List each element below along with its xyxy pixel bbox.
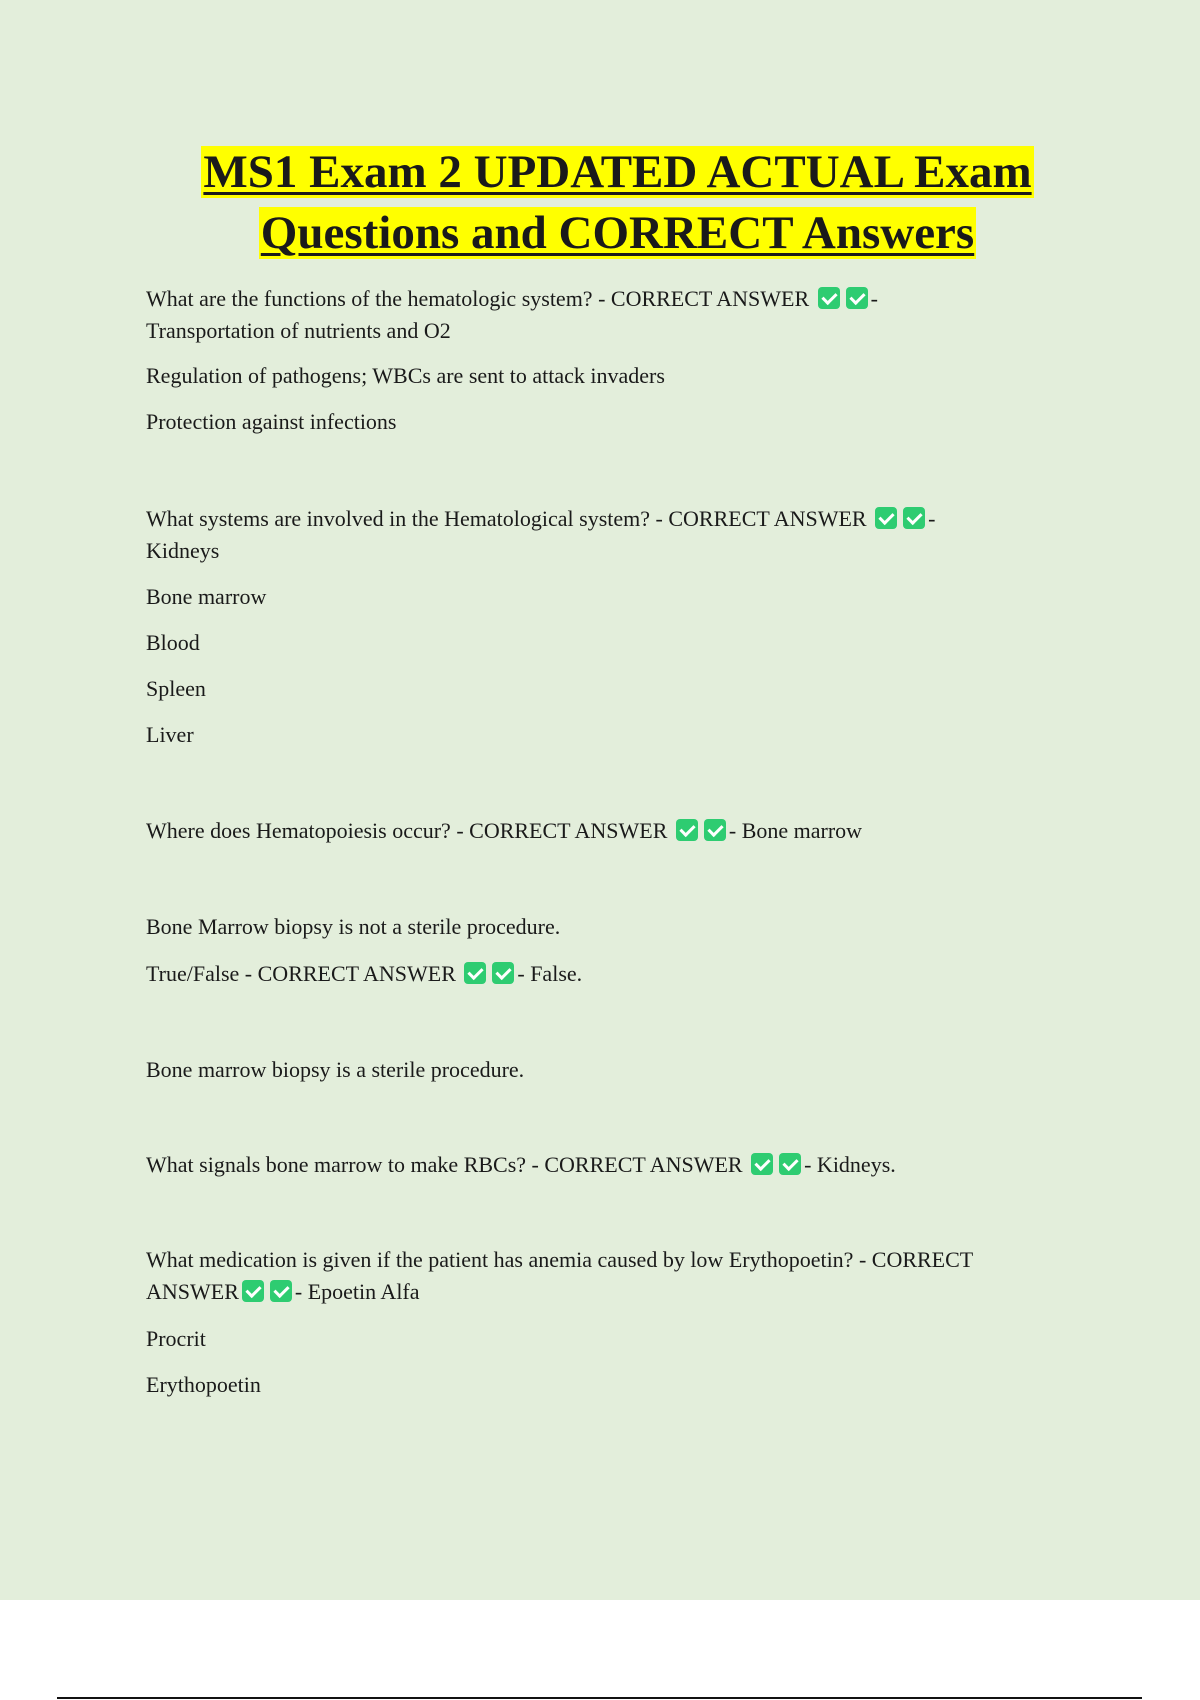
- q6-answer-1: Procrit: [146, 1326, 206, 1351]
- q2-answer-1: Kidneys: [146, 538, 220, 563]
- title-line-1: MS1 Exam 2 UPDATED ACTUAL Exam: [203, 146, 1032, 198]
- q6-answer-2: Erythopoetin: [146, 1372, 261, 1397]
- check-icon: [875, 507, 897, 529]
- q6-answer-lead: - Epoetin Alfa: [294, 1279, 420, 1304]
- qa-content: [146, 283, 1076, 1401]
- q2-answer-lead: -: [928, 506, 936, 531]
- q4-question-2: True/False - CORRECT ANSWER: [146, 961, 456, 986]
- q2-answer-2: Bone marrow: [146, 584, 267, 609]
- check-icon: [704, 819, 726, 841]
- title-line-2: Questions and CORRECT Answers: [260, 207, 975, 259]
- q1-answer-2: Regulation of pathogens; WBCs are sent to attack invaders: [146, 363, 665, 388]
- q1-answer-1: Transportation of nutrients and O2: [146, 318, 451, 343]
- q4-answer-lead: - False.: [517, 961, 583, 986]
- check-icon: [818, 287, 840, 309]
- q2-answer-5: Liver: [146, 722, 194, 747]
- q5-question: What signals bone marrow to make RBCs? - CORRECT ANSWER: [146, 1152, 743, 1177]
- check-icon: [242, 1280, 264, 1302]
- q6-question-line: [146, 1276, 1076, 1308]
- q2-question: What systems are involved in the Hematological system? - CORRECT ANSWER: [146, 506, 867, 531]
- q6-question-1: What medication is given if the patient has anemia caused by low Erythopoetin? - CORRECT: [146, 1247, 974, 1272]
- check-icon: [492, 962, 514, 984]
- q3-question: Where does Hematopoiesis occur? - CORRECT ANSWER: [146, 818, 668, 843]
- check-icon: [779, 1153, 801, 1175]
- q6-question-2: ANSWER: [146, 1279, 239, 1304]
- check-icon: [676, 819, 698, 841]
- check-icon: [903, 507, 925, 529]
- q2-question-line: [146, 503, 1076, 535]
- q2-answer-3: Blood: [146, 630, 200, 655]
- q1-answer-3: Protection against infections: [146, 409, 397, 434]
- check-icon: [846, 287, 868, 309]
- q1-answer-lead: -: [870, 286, 878, 311]
- q5-answer-lead: - Kidneys.: [804, 1152, 896, 1177]
- q2-answer-4: Spleen: [146, 676, 206, 701]
- check-icon: [270, 1280, 292, 1302]
- q4-answer-1: Bone marrow biopsy is a sterile procedure.: [146, 1057, 525, 1082]
- q1-question-line: [146, 283, 1076, 315]
- q3-answer-lead: - Bone marrow: [728, 818, 863, 843]
- q3-question-line: [146, 815, 1076, 847]
- q5-question-line: [146, 1149, 1076, 1181]
- document-title: [60, 142, 1175, 264]
- footer-divider: [57, 1697, 1142, 1699]
- q4-question-1: Bone Marrow biopsy is not a sterile procedure.: [146, 914, 561, 939]
- q4-question-line: [146, 958, 1076, 990]
- q1-question: What are the functions of the hematologic system? - CORRECT ANSWER: [146, 286, 810, 311]
- check-icon: [751, 1153, 773, 1175]
- check-icon: [464, 962, 486, 984]
